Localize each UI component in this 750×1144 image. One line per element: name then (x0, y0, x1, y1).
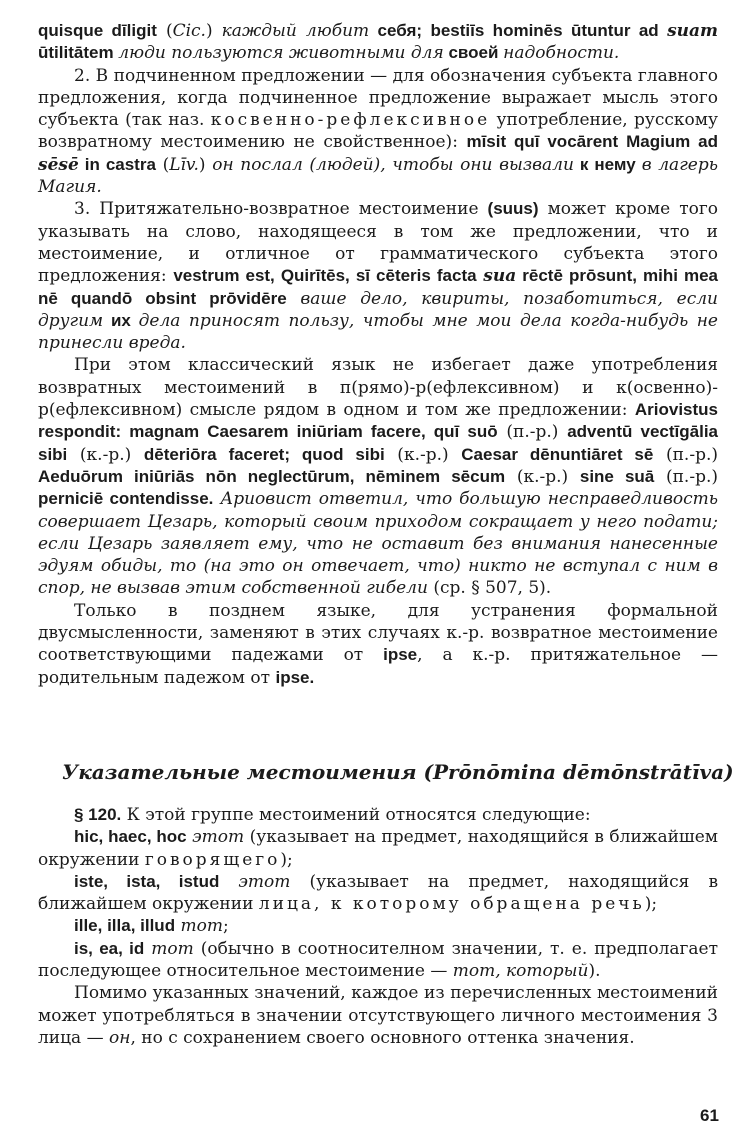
translation: тот (151, 938, 194, 959)
page-number: 61 (700, 1106, 719, 1125)
source-abbrev: Cic. (172, 21, 206, 41)
translation: тот, который (452, 961, 589, 982)
paragraph-text: , но с сохранением своего основного оттенка значения. (130, 1027, 635, 1048)
annotation: (п.-р.) (653, 444, 718, 465)
latin-example: perniciē contendisse. (38, 489, 214, 509)
translation: в лагерь Магия. (38, 154, 718, 198)
paragraph-text: 2. В подчиненном предложении — для обозначения субъекта главного предложения, когда подчиненное предложение выражает мысль этого субъекта (так наз. (38, 65, 718, 131)
latin-term: hic, haec, hoc (74, 827, 187, 847)
annotation: (к.-р.) (67, 444, 144, 465)
paragraph-text: (обычно в соотносителном значении, т. е. предполагает последующее относительное местоимение — (38, 938, 719, 982)
latin-example: ūtilitātem (38, 43, 119, 63)
section-number: § 120. (74, 805, 122, 824)
page-body-top (38, 20, 718, 689)
translation: он (109, 1027, 131, 1048)
translation: ваше дело, квириты, позаботиться, если другим (38, 288, 718, 331)
translation: он послал (людей), чтобы они вызвали (212, 154, 574, 175)
latin-example: quisque dīligit (38, 21, 157, 40)
latin-example: Ariovistus respondit: magnam Caesarem iniūriam facere, quī suō (38, 400, 718, 442)
paragraph-text: (указывает на предмет, находящийся в ближайшем окружении (38, 871, 719, 915)
paragraph-point-3 (38, 198, 718, 354)
annotation: (п.-р.) (654, 466, 718, 487)
text-fragment: ). (588, 961, 601, 982)
latin-example: vestrum est, Quirītēs, sī cēteris facta (173, 266, 477, 286)
annotation: (к.-р.) (384, 444, 462, 465)
latin-term: ipse (383, 645, 418, 665)
pronoun-entry-ille (38, 915, 718, 937)
spaced-term: косвенно-рефлексивное (210, 110, 491, 131)
latin-term: is, ea, id (74, 938, 145, 958)
latin-term: iste, ista, istud (74, 871, 220, 891)
page-body-bottom (38, 804, 718, 1049)
paragraph-text: употребление, русскому возвратному местоимению не свойственное): (38, 110, 718, 153)
paragraph-point-2 (38, 65, 718, 199)
latin-example: dēteriōra faceret; quod sibi (143, 444, 385, 464)
emphasis: к нему (573, 154, 642, 174)
latin-example: in castra (78, 154, 156, 174)
latin-term: (suus) (487, 199, 539, 219)
latin-emphasis: suam (667, 21, 718, 41)
latin-example: Aeduōrum iniūriās nōn neglectūrum, nēminem sēcum (38, 466, 506, 486)
text-fragment: ( (155, 154, 170, 175)
latin-term: ille, illa, illud (74, 916, 176, 936)
paragraph-section-120 (38, 804, 718, 826)
paragraph-text: может кроме того указывать на слово, находящееся в том же предложении, что и местоимение, и отличное от грамматического субъекта этого предложения: (38, 199, 718, 287)
text-fragment (287, 289, 301, 309)
translation: этот (192, 827, 245, 848)
pronoun-entry-hic (38, 826, 718, 871)
section-heading: Указательные местоимения (Prōnōmina dēmōnstrātīva) (62, 760, 734, 784)
paragraph-classical-usage (38, 354, 718, 599)
paragraph-text: Помимо указанных значений, каждое из перечисленных местоимений может употребляться в значении отсутствующего личного местоимения 3 лица — (38, 983, 718, 1048)
text-fragment: ( (156, 21, 173, 41)
text-fragment: ); (644, 894, 658, 915)
text-fragment: ) (205, 21, 222, 41)
translation: Ариовист ответил, что большую несправедливость совершает Цезарь, который своим приходом сокращает у него подати; если Цезарь заявляет ему, что не оставит без внимания нанесенные эдуям обиды, то (на это он отвечает, что) никто не вступал с ним в спор, не вызвав этим собственной гибели (38, 489, 718, 599)
emphasis: своей (443, 43, 504, 63)
translation: тот (180, 916, 223, 937)
paragraph-text: , а к.-р. притяжательное — родительным падежом от (38, 645, 718, 688)
spaced-term: лица, к которому обращена речь (258, 894, 645, 915)
annotation: (п.-р.) (497, 422, 568, 443)
text-fragment: ; (222, 916, 229, 937)
paragraph-text: К этой группе местоимений относятся следующие: (121, 805, 591, 825)
translation: каждый любит (221, 21, 370, 41)
latin-term: ipse. (275, 667, 315, 687)
paragraph-text: (указывает на предмет, находящийся в ближайшем окружении (38, 827, 718, 870)
latin-emphasis: sua (483, 266, 517, 287)
pronoun-entry-is (38, 938, 718, 983)
translation: этот (238, 871, 291, 892)
latin-example: себя; bestiīs hominēs ūtuntur ad (369, 21, 668, 40)
paragraph-late-usage (38, 600, 718, 689)
latin-example: Caesar dēnuntiāret sē (461, 444, 654, 464)
paragraph-text: При этом классический язык не избегает даже употребления возвратных местоимений в п(рямо)-р(ефлексивном) и к(освенно)-р(ефлексивном) смысле рядом в одном и том же предложении: (38, 355, 718, 421)
paragraph-reflexive-examples (38, 20, 718, 65)
paragraph-text: Только в позднем языке, для устранения формальной двусмысленности, заменяют в этих случаях к.-р. возвратное местоимение соответствующими падежами от (38, 600, 718, 666)
latin-example: rēctē prōsunt, mihi mea nē quandō obsint prōvidēre (38, 266, 718, 308)
latin-emphasis: sēsē (38, 154, 79, 175)
translation: дела приносят пользу, чтобы мне мои дела когда-нибудь не принесли вреда. (38, 310, 718, 354)
annotation: (к.-р.) (505, 466, 580, 487)
spaced-term: говорящего (144, 849, 281, 870)
latin-example: sine suā (579, 466, 655, 486)
text-fragment (219, 872, 238, 892)
latin-example: adventū vectīgālia sibi (38, 422, 718, 464)
source-abbrev: Līv. (169, 154, 199, 175)
text-fragment: ); (280, 849, 293, 870)
emphasis: их (103, 310, 139, 330)
cross-reference: (ср. § 507, 5). (427, 578, 552, 599)
translation: люди пользуются животными для (118, 43, 444, 64)
paragraph-additional-meaning (38, 982, 718, 1049)
latin-example: mīsit quī vocārent Magium ad (466, 132, 718, 152)
paragraph-text: 3. Притяжательно-возвратное местоимение (74, 199, 488, 220)
pronoun-entry-iste (38, 871, 718, 916)
translation: надобности. (503, 43, 620, 64)
text-fragment: ) (198, 154, 213, 175)
